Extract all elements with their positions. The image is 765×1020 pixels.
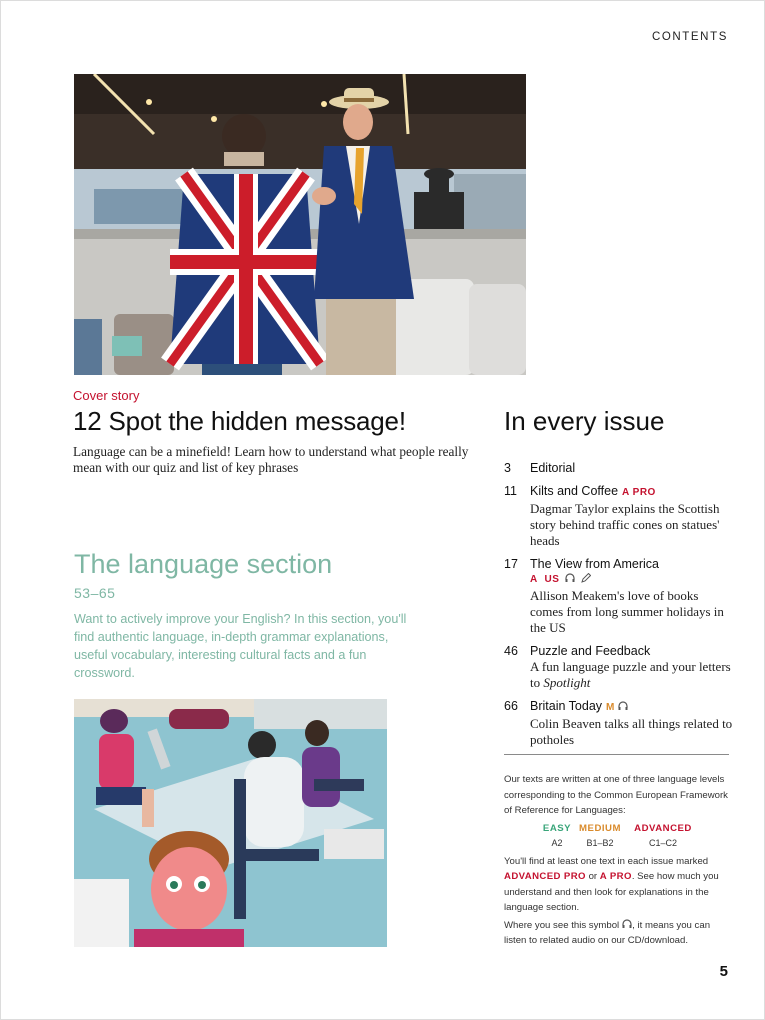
level-advanced-code: C1–C2 <box>648 838 677 848</box>
section-label: CONTENTS <box>651 31 728 43</box>
language-illustration <box>74 699 387 947</box>
level-badge: A PRO <box>622 487 656 498</box>
audio-note: Where you see this symbol , it means you can listen to related audio on our CD/download. <box>504 919 711 946</box>
headphones-icon <box>618 701 628 711</box>
issue-description: Colin Beaven talks all things related to potholes <box>530 716 733 747</box>
region-badge: US <box>544 574 560 585</box>
in-every-issue-title: In every issue <box>504 406 665 436</box>
list-item[interactable] <box>504 460 734 476</box>
level-easy: EASY <box>542 822 572 834</box>
list-item[interactable] <box>504 556 734 636</box>
issue-page-number: 46 <box>504 644 518 658</box>
levels-info <box>504 772 732 949</box>
issue-title: Editorial <box>530 461 576 475</box>
language-section-description: Want to actively improve your English? In this section, you'll find authentic language, in-depth grammar explanations, useful vocabulary, interesting cultural facts and a fun crossword. <box>74 612 407 680</box>
advanced-pro-label: ADVANCED PRO <box>504 871 586 882</box>
headphones-icon <box>565 573 575 583</box>
page-number: 5 <box>719 963 728 980</box>
language-section-pages: 53–65 <box>74 585 116 601</box>
issue-description: A fun language puzzle and your letters to <box>530 659 731 690</box>
level-advanced: ADVANCED <box>634 822 692 834</box>
issue-title: The View from America <box>530 557 659 571</box>
list-item[interactable] <box>504 643 734 691</box>
level-medium-code: B1–B2 <box>586 838 614 848</box>
issue-title: Kilts and Coffee <box>530 484 619 498</box>
in-every-issue-list <box>504 460 734 755</box>
issue-description: Allison Meakem's love of books comes from long summer holidays in the US <box>530 588 724 635</box>
magazine-name: Spotlight <box>543 675 591 690</box>
pencil-icon <box>581 573 591 583</box>
issue-description: Dagmar Taylor explains the Scottish story behind traffic cones on statues' heads <box>530 501 720 548</box>
pro-levels-note: You'll find at least one text in each issue marked ADVANCED PRO or A PRO. See how much you understand and then look for explanations in the language section. <box>504 855 719 913</box>
issue-title: Puzzle and Feedback <box>530 644 651 658</box>
issue-page-number: 11 <box>504 484 517 498</box>
list-item[interactable] <box>504 483 734 549</box>
level-badge: M <box>606 702 615 713</box>
language-section-title[interactable]: The language section <box>74 549 333 579</box>
level-easy-code: A2 <box>551 838 563 848</box>
level-badge: A <box>530 574 538 585</box>
divider <box>504 754 729 755</box>
cover-story-kicker: Cover story <box>73 388 140 403</box>
list-item[interactable] <box>504 698 734 748</box>
cover-story-title[interactable]: 12 Spot the hidden message! <box>73 406 406 436</box>
issue-page-number: 17 <box>504 557 518 571</box>
headphones-icon <box>622 919 632 929</box>
level-medium: MEDIUM <box>579 822 621 834</box>
issue-page-number: 3 <box>504 461 511 475</box>
a-pro-label: A PRO <box>599 871 632 882</box>
issue-page-number: 66 <box>504 699 518 713</box>
issue-title: Britain Today <box>530 699 603 713</box>
cover-photo <box>74 74 526 375</box>
cover-story-description: Language can be a minefield! Learn how to understand what people really mean with our quiz and list of key phrases <box>73 444 469 475</box>
levels-table <box>542 821 732 852</box>
levels-intro: Our texts are written at one of three language levels corresponding to the Common European Framework of Reference for Languages: <box>504 774 728 816</box>
